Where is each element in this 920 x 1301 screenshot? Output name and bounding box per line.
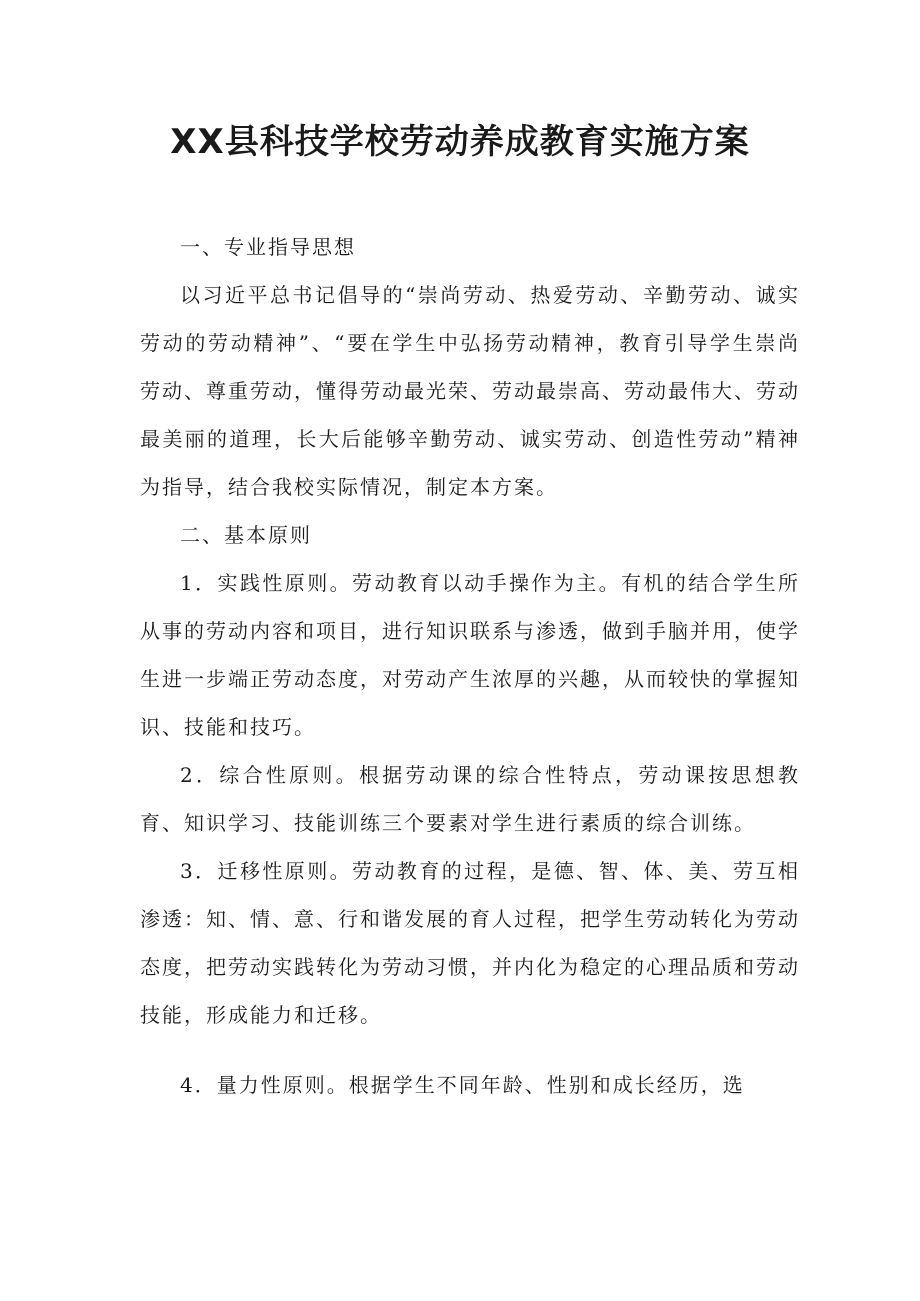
document-title: XX县科技学校劳动养成教育实施方案 xyxy=(170,122,750,162)
paragraph-principle-transfer: 3．迁移性原则。劳动教育的过程，是德、智、体、美、劳互相渗透：知、情、意、行和谐发展的育人过程，把学生劳动转化为劳动态度，把劳动实践转化为劳动习惯，并内化为稳定的心理品质和劳动技能，形成能力和迁移。 xyxy=(140,859,800,1027)
paragraph-principle-comprehensive: 2．综合性原则。根据劳动课的综合性特点，劳动课按思想教育、知识学习、技能训练三个要素对学生进行素质的综合训练。 xyxy=(140,763,800,835)
section-heading-basic-principles: 二、基本原则 xyxy=(180,523,312,547)
section-heading-guiding-thought: 一、专业指导思想 xyxy=(180,235,356,259)
paragraph-principle-practice: 1．实践性原则。劳动教育以动手操作为主。有机的结合学生所从事的劳动内容和项目，进行知识联系与渗透，做到手脑并用，使学生进一步端正劳动态度，对劳动产生浓厚的兴趣，从而较快的掌握知识、技能和技巧。 xyxy=(140,571,800,739)
paragraph-principle-capacity: 4．量力性原则。根据学生不同年龄、性别和成长经历，选 xyxy=(180,1073,745,1097)
document-body xyxy=(140,223,800,1109)
paragraph-guiding-thought: 以习近平总书记倡导的“崇尚劳动、热爱劳动、辛勤劳动、诚实劳动的劳动精神”、“要在学生中弘扬劳动精神，教育引导学生崇尚劳动、尊重劳动，懂得劳动最光荣、劳动最崇高、劳动最伟大、劳动最美丽的道理，长大后能够辛勤劳动、诚实劳动、创造性劳动”精神为指导，结合我校实际情况，制定本方案。 xyxy=(140,283,800,499)
